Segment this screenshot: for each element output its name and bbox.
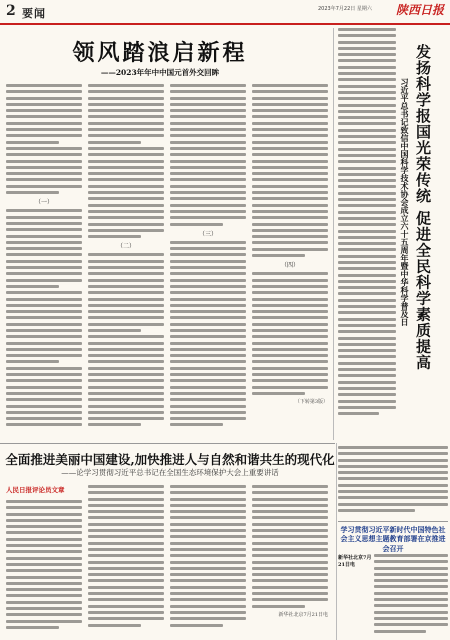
side-article-title: 发扬科学报国光荣传统 促进全民科学素质提高	[414, 44, 432, 371]
lower-article-dateline: 新华社北京7月21日电	[278, 611, 328, 618]
commentator-label: 人民日报评论员文章	[6, 486, 65, 494]
lower-column-divider	[336, 443, 337, 640]
section-mark-2: （二）	[116, 243, 135, 251]
main-article-column-2	[88, 84, 164, 439]
side-article-body	[338, 28, 396, 438]
lower-section-rule	[0, 443, 335, 444]
side-article-continued-body	[338, 446, 448, 520]
column-divider	[333, 28, 334, 440]
section-mark-1: （一）	[34, 199, 53, 207]
main-article-continuation: （下转第3版）	[294, 399, 328, 406]
main-article-column-1	[6, 84, 82, 439]
section-mark-4: （四）	[280, 262, 299, 270]
page-number: 2	[6, 3, 16, 19]
side-article-subtitle: 习近平总书记致信中国科学技术协会成立六十五周年暨中华科学普及日	[400, 78, 410, 326]
newspaper-logo: 陕西日报	[396, 3, 445, 17]
lower-article-column-1	[6, 500, 82, 636]
lower-article-column-2	[88, 485, 164, 636]
section-name: 要闻	[22, 7, 46, 20]
section-mark-3: （三）	[198, 230, 217, 238]
bottom-right-article-title: 学习贯彻习近平新时代中国特色社会主义思想主题教育部署在京推进会召开	[340, 525, 446, 553]
main-article-subtitle: ——2023年年中中国元首外交回眸	[100, 68, 220, 77]
bottom-right-rule	[338, 521, 448, 522]
lower-article-title: 全面推进美丽中国建设,加快推进人与自然和谐共生的现代化	[5, 452, 335, 467]
main-article-title: 领风踏浪启新程	[72, 40, 248, 66]
bottom-right-article-lede: 新华社北京7月21日电	[338, 555, 372, 568]
lower-article-column-3	[170, 485, 246, 636]
lower-article-subtitle: ——论学习贯彻习近平总书记在全国生态环境保护大会上重要讲话	[61, 468, 279, 477]
lower-article-column-4	[252, 485, 328, 636]
bottom-right-article-body	[374, 554, 448, 636]
main-article-column-3	[170, 84, 246, 439]
date-line: 2023年7月22日 星期六	[318, 6, 372, 12]
main-article-column-4	[252, 84, 328, 439]
masthead-rule	[0, 23, 450, 25]
